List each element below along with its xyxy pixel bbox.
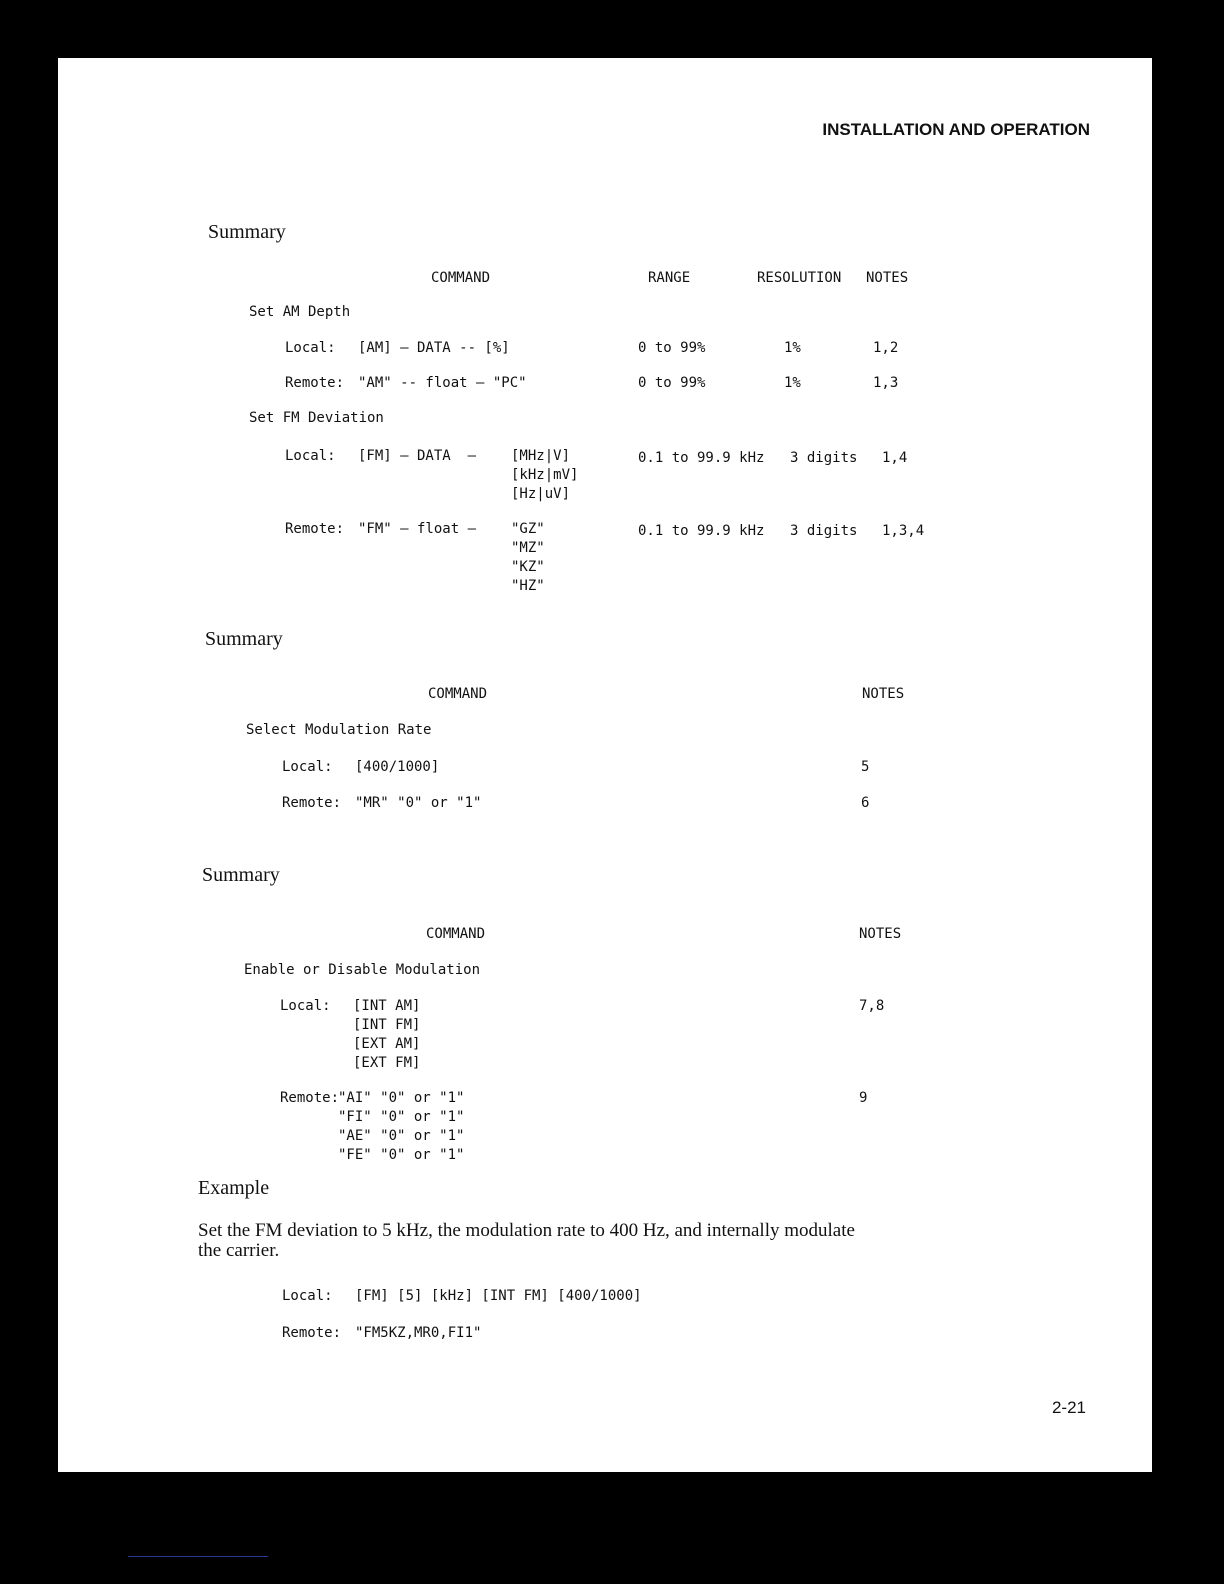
col-header-notes: NOTES <box>862 686 905 702</box>
local-label: Local: <box>282 759 333 775</box>
command-title: Enable or Disable Modulation <box>244 962 481 978</box>
section-heading: Summary <box>208 221 286 243</box>
notes-value: 1,2 <box>873 340 899 356</box>
col-header-command: COMMAND <box>426 926 486 942</box>
section-heading: Summary <box>205 628 283 650</box>
unit-option: "MZ" <box>511 540 545 556</box>
local-command: [FM] — DATA — <box>358 448 477 464</box>
remote-label: Remote: <box>280 1090 340 1106</box>
unit-option: "KZ" <box>511 559 545 575</box>
remote-command: "FE" "0" or "1" <box>338 1147 465 1163</box>
unit-option: [Hz|uV] <box>511 486 571 502</box>
section-heading: Example <box>198 1177 270 1199</box>
remote-command: "FI" "0" or "1" <box>338 1109 465 1125</box>
remote-command: "FM5KZ,MR0,FI1" <box>355 1325 482 1341</box>
notes-value: 1,3 <box>873 375 899 391</box>
range-value: 0.1 to 99.9 kHz <box>638 523 765 539</box>
notes-value: 6 <box>861 795 870 811</box>
notes-value: 9 <box>859 1090 868 1106</box>
remote-label: Remote: <box>285 521 345 537</box>
range-value: 0 to 99% <box>638 375 706 391</box>
local-command: [400/1000] <box>355 759 440 775</box>
local-command: [EXT FM] <box>353 1055 421 1071</box>
running-header: INSTALLATION AND OPERATION <box>822 120 1090 139</box>
remote-command: "AM" -- float — "PC" <box>358 375 527 391</box>
unit-option: "HZ" <box>511 578 545 594</box>
range-value: 0.1 to 99.9 kHz <box>638 450 765 466</box>
local-label: Local: <box>285 448 336 464</box>
remote-command: "MR" "0" or "1" <box>355 795 482 811</box>
section-heading: Summary <box>202 864 280 886</box>
resolution-value: 3 digits <box>790 523 858 539</box>
notes-value: 7,8 <box>859 998 885 1014</box>
unit-option: "GZ" <box>511 521 545 537</box>
local-command: [INT FM] <box>353 1017 421 1033</box>
scan-artifact-line <box>128 1556 268 1557</box>
resolution-value: 3 digits <box>790 450 858 466</box>
col-header-command: COMMAND <box>428 686 488 702</box>
unit-option: [kHz|mV] <box>511 467 579 483</box>
example-text: the carrier. <box>198 1240 280 1261</box>
unit-option: [MHz|V] <box>511 448 571 464</box>
col-header-notes: NOTES <box>859 926 902 942</box>
local-command: [AM] — DATA -- [%] <box>358 340 510 356</box>
remote-command: "FM" — float — <box>358 521 477 537</box>
remote-label: Remote: <box>282 795 342 811</box>
resolution-value: 1% <box>784 340 801 356</box>
col-header-resolution: RESOLUTION <box>757 270 842 286</box>
document-page <box>58 58 1152 1472</box>
remote-label: Remote: <box>285 375 345 391</box>
col-header-notes: NOTES <box>866 270 909 286</box>
range-value: 0 to 99% <box>638 340 706 356</box>
col-header-command: COMMAND <box>431 270 491 286</box>
command-title: Select Modulation Rate <box>246 722 432 738</box>
remote-command: "AE" "0" or "1" <box>338 1128 465 1144</box>
local-label: Local: <box>282 1288 333 1304</box>
local-command: [FM] [5] [kHz] [INT FM] [400/1000] <box>355 1288 642 1304</box>
col-header-range: RANGE <box>648 270 691 286</box>
notes-value: 5 <box>861 759 870 775</box>
local-label: Local: <box>280 998 331 1014</box>
remote-command: "AI" "0" or "1" <box>338 1090 465 1106</box>
command-title: Set FM Deviation <box>249 410 384 426</box>
page-number: 2-21 <box>1051 1398 1086 1417</box>
resolution-value: 1% <box>784 375 801 391</box>
remote-label: Remote: <box>282 1325 342 1341</box>
command-title: Set AM Depth <box>249 304 351 320</box>
example-text: Set the FM deviation to 5 kHz, the modulation rate to 400 Hz, and internally modulate <box>198 1220 855 1241</box>
local-command: [EXT AM] <box>353 1036 421 1052</box>
local-command: [INT AM] <box>353 998 421 1014</box>
notes-value: 1,4 <box>882 450 908 466</box>
notes-value: 1,3,4 <box>882 523 925 539</box>
local-label: Local: <box>285 340 336 356</box>
